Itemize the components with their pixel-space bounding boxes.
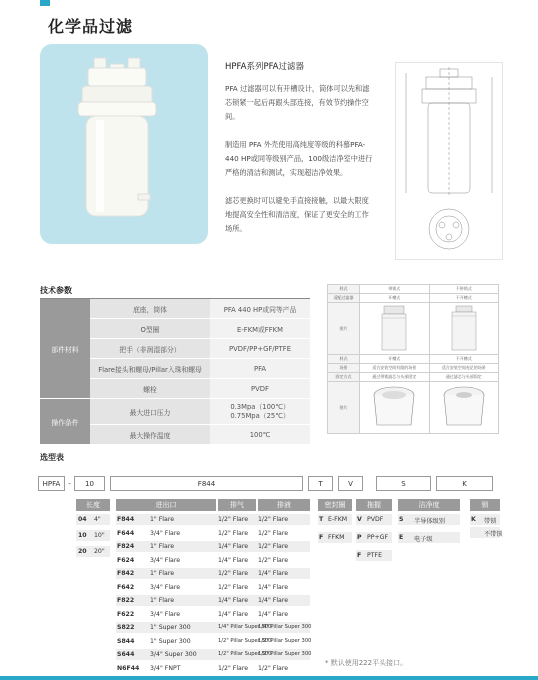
drain-value: 1/2" Flare bbox=[258, 664, 289, 672]
housing-icon bbox=[439, 383, 489, 431]
housing-photo-slotted bbox=[360, 382, 430, 434]
port-code: F842 bbox=[117, 570, 135, 577]
drain-value: 1/2" Flare bbox=[258, 543, 289, 550]
code-clean: S bbox=[377, 477, 431, 491]
port-value: 3/4" Flare bbox=[150, 556, 181, 564]
cmp-header: 样式 bbox=[328, 285, 360, 294]
handle-value: PP+GF bbox=[367, 534, 389, 541]
cmp-cell: 开槽式 bbox=[360, 294, 430, 303]
vent-value: 1/2" Flare bbox=[218, 516, 249, 523]
code-port: F844 bbox=[111, 477, 303, 491]
vent-value: 1/4" Flare bbox=[218, 556, 249, 564]
table-row bbox=[328, 382, 499, 434]
table-row bbox=[328, 303, 499, 355]
port-code: F642 bbox=[117, 583, 135, 591]
port-code: S644 bbox=[117, 651, 135, 658]
port-value: 3/4" Flare bbox=[150, 610, 181, 618]
comparison-table bbox=[327, 284, 499, 434]
spec-name: O型圈 bbox=[90, 319, 210, 339]
length-code: 20 bbox=[78, 548, 87, 555]
length-value: 4" bbox=[94, 516, 101, 523]
spec-table bbox=[40, 298, 310, 445]
port-code: F624 bbox=[117, 556, 135, 564]
spec-name: 螺栓 bbox=[90, 379, 210, 399]
seal-code: F bbox=[319, 534, 324, 541]
table-row bbox=[40, 399, 310, 425]
cmp-header: 不开槽式 bbox=[429, 355, 499, 364]
spec-group-operating: 操作条件 bbox=[40, 399, 90, 445]
port-code: F844 bbox=[117, 516, 135, 523]
code-prefix: HPFA bbox=[39, 477, 65, 491]
cmp-cell: 适配过滤器 bbox=[328, 294, 360, 303]
drain-value: 1/2" Flare bbox=[258, 529, 289, 537]
port-value: 1" Super 300 bbox=[150, 637, 191, 645]
spec-value: 100℃ bbox=[210, 425, 310, 445]
description-paragraph: PFA 过滤器可以有开槽设计，筒体可以先和滤芯锁紧一起后再跟头部连接，有效节约操作空间。 bbox=[225, 84, 370, 121]
table-row bbox=[328, 373, 499, 382]
product-photo bbox=[40, 44, 208, 244]
spec-value: PFA 440 HP或同等产品 bbox=[210, 299, 310, 319]
lock-value: 不带锁 bbox=[484, 531, 503, 538]
port-value: 3/4" FNPT bbox=[150, 664, 181, 672]
vent-value: 1/2" Flare bbox=[218, 583, 249, 591]
drain-value: 1/4" Flare bbox=[258, 597, 289, 604]
vent-value: 1/4" Pillar Super 300 bbox=[218, 624, 272, 630]
cmp-cell: 适合安装空间充足的场景 bbox=[429, 364, 499, 373]
table-row bbox=[40, 299, 310, 319]
description-paragraph: 制造用 PFA 外壳使用高纯度等级的科慕PFA-440 HP或同等级别产品，100级洁净室中进行严格的清洁和测试，实现超洁净效果。 bbox=[225, 140, 373, 177]
clean-value: 半导体级别 bbox=[414, 518, 445, 525]
port-value: 1" Super 300 bbox=[150, 624, 191, 631]
port-code: S822 bbox=[117, 624, 135, 631]
clean-value: 电子级 bbox=[414, 536, 433, 543]
spec-name: 底座，筒体 bbox=[90, 299, 210, 319]
seal-code: T bbox=[319, 516, 324, 523]
drain-value: 1/2" Flare bbox=[258, 516, 289, 523]
header-port: 进出口 bbox=[116, 499, 216, 511]
cmp-cell: 场景 bbox=[328, 364, 360, 373]
technical-drawing bbox=[395, 62, 503, 260]
table-row bbox=[328, 294, 499, 303]
bottom-accent-bar bbox=[0, 676, 538, 680]
seal-value: E-FKM bbox=[328, 516, 348, 523]
drain-value: 1/2" Pillar Super 300 bbox=[258, 651, 312, 657]
product-description bbox=[225, 60, 375, 250]
port-value: 1" Flare bbox=[150, 543, 175, 550]
spec-value: E-FKM或FFKM bbox=[210, 319, 310, 339]
code-lock: K bbox=[437, 477, 493, 491]
port-code: F622 bbox=[117, 610, 135, 618]
port-code: F824 bbox=[117, 543, 135, 550]
clean-code: E bbox=[399, 534, 404, 541]
spec-name: 最大操作温度 bbox=[90, 425, 210, 445]
port-value: 1" Flare bbox=[150, 570, 175, 577]
vent-value: 1/2" Pillar Super 300 bbox=[218, 637, 272, 644]
product-heading: HPFA系列PFA过滤器 bbox=[225, 62, 304, 72]
cmp-header: 开槽式 bbox=[360, 355, 430, 364]
housing-photo-unslotted bbox=[429, 382, 499, 434]
vent-value: 1/2" Flare bbox=[218, 664, 249, 672]
port-code: F644 bbox=[117, 529, 135, 537]
port-code: N6F44 bbox=[117, 664, 140, 672]
spec-name: 最大进口压力 bbox=[90, 399, 210, 425]
spec-value: PVDF/PP+GF/PTFE bbox=[210, 339, 310, 359]
drain-value: 1/4" Flare bbox=[258, 583, 289, 591]
handle-value: PTFE bbox=[367, 552, 382, 559]
drain-value: 1/4" Flare bbox=[258, 570, 289, 577]
vent-value: 1/2" Flare bbox=[218, 570, 249, 577]
length-code: 04 bbox=[78, 516, 87, 523]
housing-icon bbox=[369, 383, 419, 431]
cmp-header: 带锁式 bbox=[360, 285, 430, 294]
cartridge-icon bbox=[374, 304, 414, 352]
handle-code: F bbox=[357, 552, 362, 559]
cartridge-photo-unlocked bbox=[429, 303, 499, 355]
lock-code: K bbox=[471, 516, 476, 523]
selection-code-row bbox=[38, 476, 493, 491]
handle-code: P bbox=[357, 534, 362, 541]
vent-value: 1/2" Pillar Super 300 bbox=[218, 651, 272, 657]
port-value: 1" Flare bbox=[150, 597, 175, 604]
cmp-cell: 通过带锁滤芯与头部固定 bbox=[360, 373, 430, 382]
length-code: 10 bbox=[78, 532, 87, 539]
code-handle: V bbox=[339, 477, 363, 491]
drawing-lines bbox=[396, 63, 502, 259]
spec-value: PVDF bbox=[210, 379, 310, 399]
cmp-cell: 适合安装空间有限的场景 bbox=[360, 364, 430, 373]
length-value: 20" bbox=[94, 548, 105, 555]
handle-code: V bbox=[357, 516, 362, 523]
table-row bbox=[328, 364, 499, 373]
title-accent-bar bbox=[40, 0, 50, 6]
header-handle: 拖握 bbox=[356, 499, 392, 511]
port-value: 3/4" Flare bbox=[150, 529, 181, 537]
cmp-cell: 固定方式 bbox=[328, 373, 360, 382]
spec-title: 技术参数 bbox=[40, 286, 72, 295]
port-code: F822 bbox=[117, 597, 135, 604]
port-value: 1" Flare bbox=[150, 516, 175, 523]
table-row bbox=[328, 355, 499, 364]
page-title: 化学品过滤 bbox=[48, 17, 134, 36]
header-clean: 洁净度 bbox=[398, 499, 460, 511]
cmp-header: 不带锁式 bbox=[429, 285, 499, 294]
description-paragraph: 滤芯更换时可以避免手直接接触，以最大限度地提高安全性和清洁度，保证了更安全的工作场所。 bbox=[225, 196, 369, 233]
drain-value: 1/4" Flare bbox=[258, 610, 289, 618]
length-value: 10" bbox=[94, 532, 105, 539]
header-vent: 排气 bbox=[218, 499, 256, 511]
cartridge-icon bbox=[444, 304, 484, 352]
selection-title: 选型表 bbox=[40, 453, 64, 462]
cmp-photo-label: 图片 bbox=[328, 303, 360, 355]
clean-code: S bbox=[399, 516, 404, 523]
cmp-header: 样式 bbox=[328, 355, 360, 364]
spec-name: 把手（非润湿部分） bbox=[90, 339, 210, 359]
cmp-cell: 通过滤芯与头部固定 bbox=[429, 373, 499, 382]
drain-value: 1/2" Flare bbox=[258, 556, 289, 564]
filter-housing-image bbox=[40, 44, 208, 244]
table-row bbox=[328, 285, 499, 294]
drain-value: 1/4" Pillar Super 300 bbox=[258, 624, 312, 630]
header-seal: 密封圈 bbox=[318, 499, 352, 511]
spec-value: PFA bbox=[210, 359, 310, 379]
lock-value: 带锁 bbox=[484, 518, 497, 525]
vent-value: 1/4" Flare bbox=[218, 610, 249, 618]
drain-value: 1/2" Pillar Super 300 bbox=[258, 637, 312, 644]
port-value: 3/4" Flare bbox=[150, 583, 181, 591]
port-value: 3/4" Super 300 bbox=[150, 651, 197, 658]
spec-name: Flare接头和螺母/Pillar入珠和螺母 bbox=[90, 359, 210, 379]
vent-value: 1/4" Flare bbox=[218, 543, 249, 550]
code-seal: T bbox=[309, 477, 333, 491]
cmp-cell: 不开槽式 bbox=[429, 294, 499, 303]
cmp-photo-label: 图片 bbox=[328, 382, 360, 434]
port-code: S844 bbox=[117, 637, 135, 645]
handle-value: PVDF bbox=[367, 516, 384, 523]
seal-value: FFKM bbox=[328, 534, 345, 541]
vent-value: 1/2" Flare bbox=[218, 529, 249, 537]
code-length: 10 bbox=[75, 477, 105, 491]
header-drain: 排液 bbox=[258, 499, 310, 511]
selection-note: * 默认使用222平头接口。 bbox=[325, 659, 408, 667]
code-dash: - bbox=[68, 479, 71, 488]
cartridge-photo-locked bbox=[360, 303, 430, 355]
spec-group-materials: 部件材料 bbox=[40, 299, 90, 399]
table-row bbox=[39, 477, 493, 491]
header-length: 长度 bbox=[76, 499, 110, 511]
header-lock: 锁 bbox=[470, 499, 500, 511]
spec-value: 0.3Mpa（100℃） 0.75Mpa（25℃） bbox=[210, 399, 310, 425]
vent-value: 1/4" Flare bbox=[218, 597, 249, 604]
